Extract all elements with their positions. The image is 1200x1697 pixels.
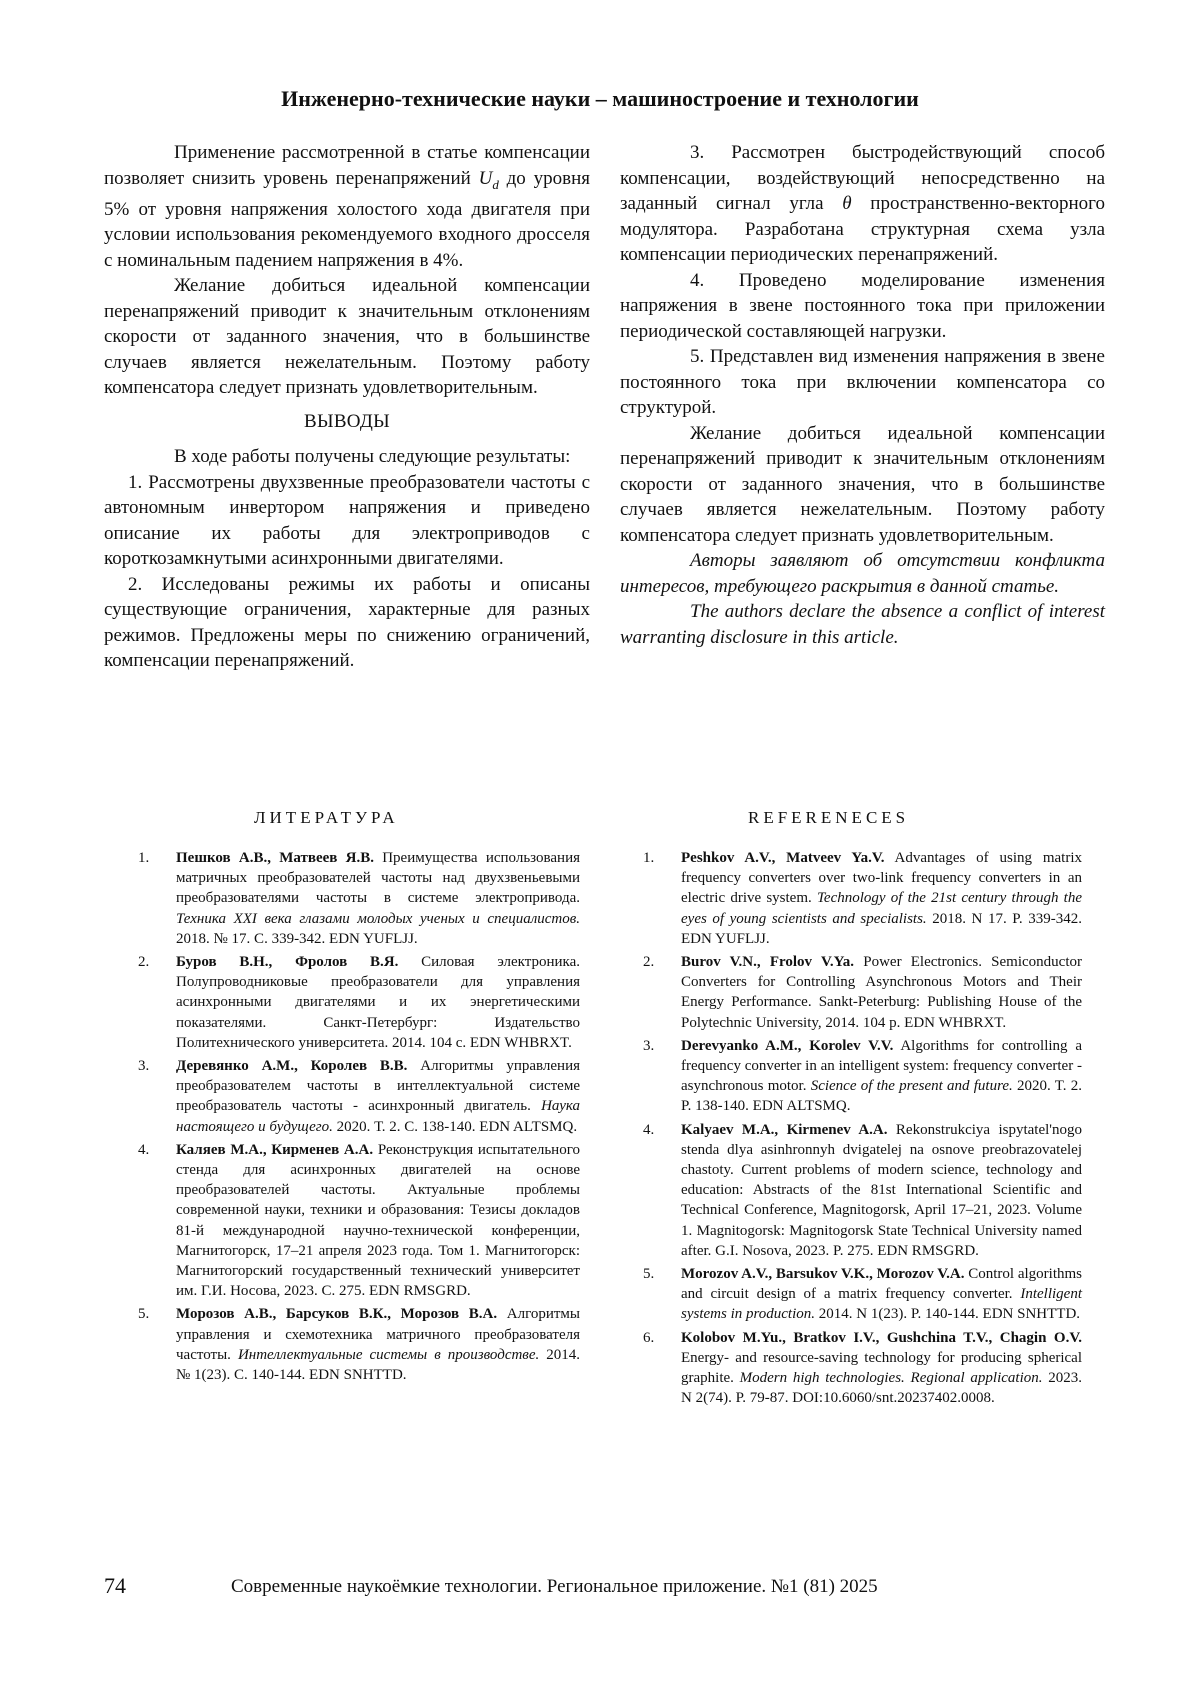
page-number: 74 [104,1573,126,1598]
conclusion-item-1: 1. Рассмотрены двухзвенные преобразователи частоты с автономным инвертором напряжения и приведено описание их работы для электроприводов с короткозамкнутыми асинхронными двигателями. [104,471,590,570]
right-text-column [620,140,1105,650]
conclusion-item-3: 3. Рассмотрен быстродействующий способ компенсации, воздействующий непосредственно на заданный сигнал угла θ пространственно-векторного модулятора. Разработана структурная схема узла компенсации периодических перенапряжений. [620,142,1105,265]
reference-item: 6. Kolobov M.Yu., Bratkov I.V., Gushchina T.V., Chagin O.V. Energy- and resource-saving technology for producing spherical graphite. Modern high technologies. Regional application. 2023. N 2(74). P. 79-87. DOI:10.6060/snt.20237402.0008. [643,1329,1082,1407]
reference-item: 1. Пешков А.В., Матвеев Я.В. Преимущества использования матричных преобразователей частоты над двухзвеньевыми преобразователями частоты в системе электропривода. Техника XXI века глазами молодых ученых и специалистов. 2018. № 17. С. 339-342. EDN YUFLJJ. [138,850,580,947]
reference-item: 2. Burov V.N., Frolov V.Ya. Power Electronics. Semiconductor Converters for Controlling Asynchronous Motors and Their Energy Performance. Sankt-Peterburg: Publishing House of the Polytechnic University, 2014. 104 p. EDN WHBRXT. [643,954,1082,1031]
reference-item: 1. Peshkov A.V., Matveev Ya.V. Advantages of using matrix frequency converters over two-link frequency converters in an electric drive system. Technology of the 21st century through the eyes of young scientists and specialists. 2018. N 17. P. 339-342. EDN YUFLJJ. [643,850,1083,947]
section-header: Инженерно-технические науки – машиностроение и технологии [281,86,919,111]
references-ru-list [130,848,580,1388]
references-en-list [635,848,1082,1411]
reference-item: 5. Морозов А.В., Барсуков В.К., Морозов В.А. Алгоритмы управления и схемотехника матричного преобразователя частоты. Интеллектуальные системы в производстве. 2014. № 1(23). С. 140-144. EDN SNHTTD. [138,1306,581,1384]
paragraph-ideal-compensation: Желание добиться идеальной компенсации перенапряжений приводит к значительным отклонениям скорости от заданного значения, что в большинстве случаев является нежелательным. Поэтому работу компенсатора следует признать удовлетворительным. [104,275,590,399]
reference-item: 4. Kalyaev M.A., Kirmenev A.A. Rekonstrukciya ispytatel'nogo stenda dlya asinhronnyh dvigatelej na osnove preobrazovatelej chastoty. Current problems of modern science, technology and education: Abstracts of the 81st International Scientific and Technical Conference, Magnitogorsk, April 17–21, 2023. Volume 1. Magnitogorsk: Magnitogorsk State Technical University named after. G.I. Nosova, 2023. P. 275. EDN RMSGRD. [643,1121,1082,1259]
paragraph-results-intro: В ходе работы получены следующие результаты: [174,446,571,468]
references-en-heading: REFERENECES [748,808,910,827]
conflict-statement-en: The authors declare the absence a conflict of interest warranting disclosure in this article. [620,601,1105,648]
conclusion-item-2: 2. Исследованы режимы их работы и описаны существующие ограничения, характерные для разных режимов. Предложены меры по снижению ограничений, компенсации перенапряжений. [104,573,590,672]
paragraph-ideal-compensation-repeat: Желание добиться идеальной компенсации перенапряжений приводит к значительным отклонениям скорости от заданного значения, что в большинстве случаев является нежелательным. Поэтому работу компенсатора следует признать удовлетворительным. [620,422,1105,546]
conclusion-item-4: 4. Проведено моделирование изменения напряжения в звене постоянного тока при приложении периодической составляющей нагрузки. [620,269,1105,342]
journal-title: Современные наукоёмкие технологии. Региональное приложение. №1 (81) 2025 [231,1576,878,1597]
reference-item: 3. Деревянко А.М., Королев В.В. Алгоритмы управления преобразователем частоты в интеллектуальной системе преобразователь частоты - асинхронный двигатель. Наука настоящего и будущего. 2020. Т. 2. С. 138-140. EDN ALTSMQ. [138,1058,580,1135]
references-ru-heading: ЛИТЕРАТУРА [254,808,399,827]
left-text-column [104,140,590,674]
reference-item: 3. Derevyanko A.M., Korolev V.V. Algorithms for controlling a frequency converter in an intelligent system: frequency converter - asynchronous motor. Science of the present and future. 2020. T. 2. P. 138-140. EDN ALTSMQ. [643,1037,1082,1115]
conclusions-heading: ВЫВОДЫ [303,410,391,432]
conclusion-item-5: 5. Представлен вид изменения напряжения в звене постоянного тока при включении компенсатора со структурой. [620,346,1105,418]
paragraph-compensation: Применение рассмотренной в статье компенсации позволяет снизить уровень перенапряжений $U_d$ до уровня 5% от уровня напряжения холостого хода двигателя при условии использования рекомендуемого входного дросселя с номинальным падением напряжения в 4%. [104,142,590,271]
reference-item: 2. Буров В.Н., Фролов В.Я. Силовая электроника. Полупроводниковые преобразователи для управления асинхронными двигателями и их энергетическими показателями. Санкт-Петербург: Издательство Политехнического университета. 2014. 104 с. EDN WHBRXT. [138,954,580,1051]
reference-item: 4. Каляев М.А., Кирменев А.А. Реконструкция испытательного стенда для асинхронных двигателей на основе преобразователей частоты. Актуальные проблемы современной науки, техники и образования: Тезисы докладов 81-й международной научно-технической конференции, Магнитогорск, 17–21 апреля 2023 года. Том 1. Магнитогорск: Магнитогорский государственный технический университет им. Г.И. Носова, 2023. С. 275. EDN RMSGRD. [138,1141,580,1300]
reference-item: 5. Morozov A.V., Barsukov V.K., Morozov V.A. Control algorithms and circuit design of a matrix frequency converter. Intelligent systems in production. 2014. N 1(23). P. 140-144. EDN SNHTTD. [643,1266,1082,1323]
conflict-statement-ru: Авторы заявляют об отсутствии конфликта интересов, требующего раскрытия в данной статье. [620,550,1105,597]
